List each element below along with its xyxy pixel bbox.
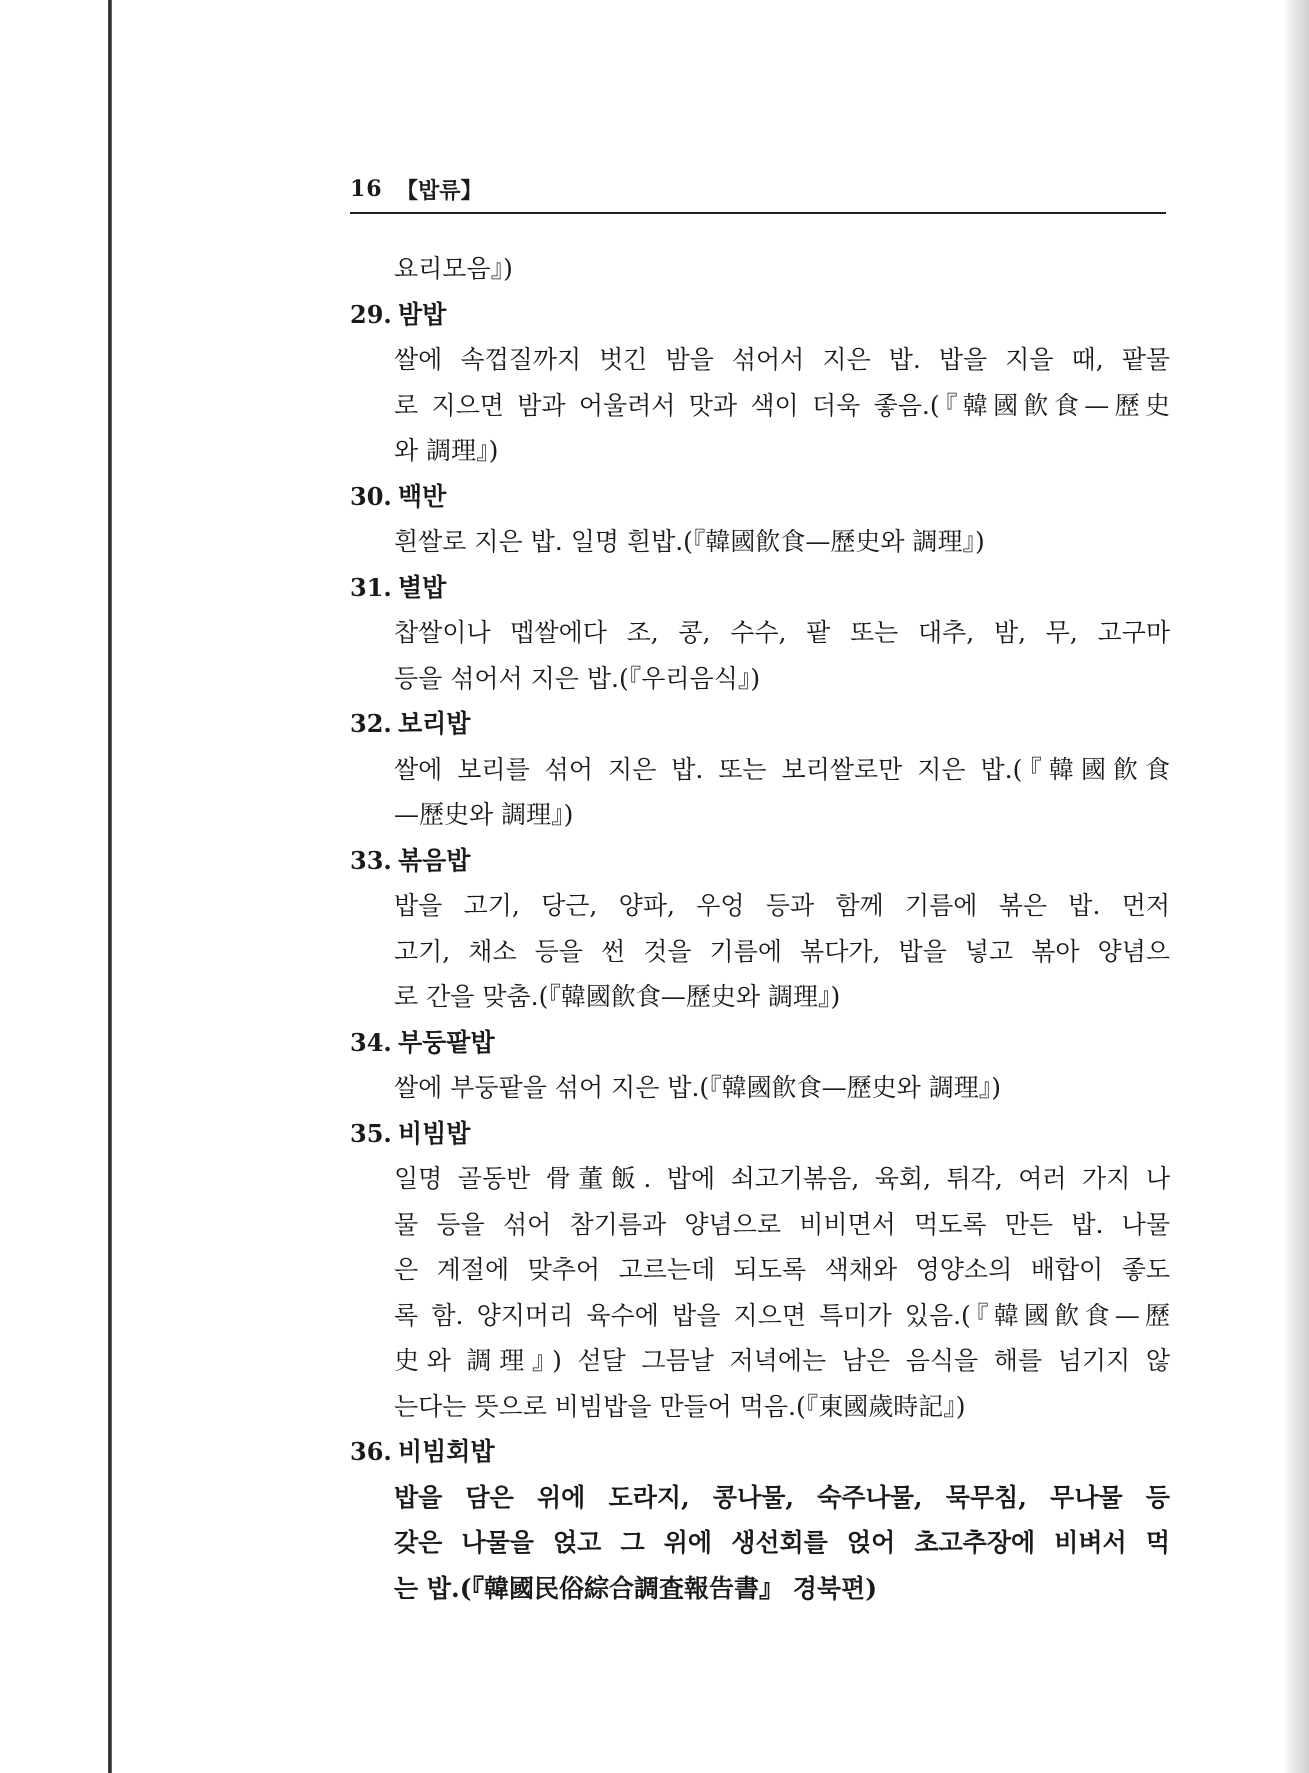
page-left-edge (0, 0, 112, 1773)
entry-number: 32. (350, 709, 392, 738)
entry-heading (350, 1429, 1170, 1475)
entry-text-line: 물 등을 섞어 참기름과 양념으로 비비면서 먹도록 만든 밥. 나물 (394, 1209, 1170, 1239)
entry-text-line: 찹쌀이나 멥쌀에다 조, 콩, 수수, 팥 또는 대추, 밤, 무, 고구마 (394, 618, 1170, 647)
entry-text-line: 흰쌀로 지은 밥. 일명 흰밥.(『韓國飮食—歷史와 調理』) (394, 527, 985, 556)
entry-text-line: 록 함. 양지머리 육수에 밥을 지으면 특미가 있음.(『韓國飮食—歷 (394, 1300, 1170, 1330)
section-title: 【밥류】 (396, 178, 483, 204)
entry-title: 밤밥 (398, 299, 447, 329)
entry-title: 부둥팥밥 (398, 1027, 495, 1057)
entry-title: 보리밥 (398, 709, 471, 738)
entry-number: 35. (350, 1118, 392, 1148)
entry-heading (350, 474, 1170, 520)
page-body (350, 246, 1170, 1611)
entry-text-line: 등을 섞어서 지은 밥.(『우리음식』) (394, 663, 761, 693)
entry-text-line: 갖은 나물을 얹고 그 위에 생선회를 얹어 초고추장에 비벼서 먹 (394, 1528, 1170, 1557)
entry-heading (350, 1111, 1170, 1157)
entry-title: 비빔회밥 (398, 1437, 495, 1466)
entry-text-line: 史와 調理』) 섣달 그믐날 저녁에는 남은 음식을 해를 넘기지 않 (394, 1346, 1170, 1375)
entry-heading (350, 701, 1170, 747)
entry-heading (350, 565, 1170, 611)
entry-number: 34. (350, 1027, 392, 1057)
entry-text-line: 밥을 담은 위에 도라지, 콩나물, 숙주나물, 묵무침, 무나물 등 (394, 1482, 1170, 1512)
entry-text-line: 로 간을 맞춤.(『韓國飮食—歷史와 調理』) (394, 982, 841, 1011)
entry-text-line: 쌀에 속껍질까지 벗긴 밤을 섞어서 지은 밥. 밥을 지을 때, 팥물 (394, 345, 1170, 374)
entry-text-line: 는 밥.(『韓國民俗綜合調査報告書』 경북편) (394, 1573, 878, 1603)
entry-number: 36. (350, 1437, 392, 1466)
entry-text-line: 고기, 채소 등을 썬 것을 기름에 볶다가, 밥을 넣고 볶아 양념으 (394, 936, 1170, 966)
entry-heading (350, 292, 1170, 338)
entry-number: 29. (350, 299, 392, 329)
entry-title: 별밥 (398, 572, 447, 602)
entry-number: 30. (350, 481, 392, 511)
continuation-line: 요리모음』) (394, 254, 513, 283)
entry-text-line: 는다는 뜻으로 비빔밥을 만들어 먹음.(『東國歲時記』) (394, 1391, 966, 1421)
entry-text-line: 은 계절에 맞추어 고르는데 되도록 색채와 영양소의 배합이 좋도 (394, 1255, 1170, 1284)
entry-heading (350, 838, 1170, 884)
entry-title: 비빔밥 (398, 1118, 471, 1148)
entry-text-line: —歷史와 調理』) (394, 800, 574, 829)
entry-text-line: 쌀에 보리를 섞어 지은 밥. 또는 보리쌀로만 지은 밥.(『韓國飮食 (394, 754, 1170, 784)
page-right-shadow (1283, 0, 1309, 1773)
entry-text-line: 밥을 고기, 당근, 양파, 우엉 등과 함께 기름에 볶은 밥. 먼저 (394, 891, 1170, 920)
entry-text-line: 쌀에 부둥팥을 섞어 지은 밥.(『韓國飮食—歷史와 調理』) (394, 1073, 1001, 1102)
entry-text-line: 로 지으면 밤과 어울려서 맛과 색이 더욱 좋음.(『韓國飮食—歷史 (394, 390, 1170, 420)
running-header (350, 172, 1166, 214)
entry-heading (350, 1020, 1170, 1066)
entry-number: 33. (350, 845, 392, 875)
entry-text-line: 와 調理』) (394, 436, 499, 465)
entry-title: 백반 (398, 481, 447, 511)
page-number: 16 (350, 176, 383, 202)
entry-text-line: 일명 골동반 骨董飯. 밥에 쇠고기볶음, 육회, 튀각, 여러 가지 나 (394, 1164, 1170, 1193)
entry-title: 볶음밥 (398, 845, 471, 875)
entry-number: 31. (350, 572, 392, 602)
entry-block-bold (350, 1429, 1170, 1611)
